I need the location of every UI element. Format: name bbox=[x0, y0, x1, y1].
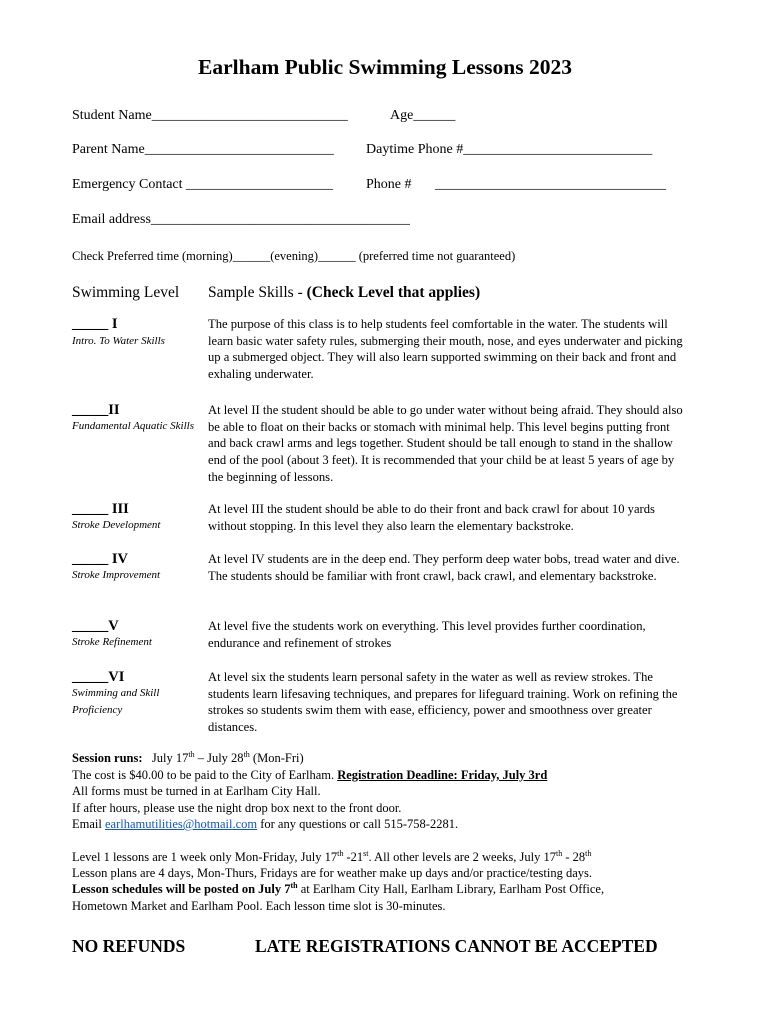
email-line bbox=[72, 816, 458, 832]
schedules-line bbox=[72, 881, 604, 897]
sample-skills-note: (Check Level that applies) bbox=[306, 284, 481, 301]
level-4-checkbox[interactable]: _____ IV bbox=[72, 551, 128, 567]
level-6-name-cont: Proficiency bbox=[72, 704, 123, 716]
level-3-description: At level III the student should be able to do their front and back crawl for about 10 yards without stopping. In this level they also learn the elementary backstroke. bbox=[208, 502, 655, 533]
session-end: – July 28 bbox=[194, 751, 244, 765]
sample-skills-prefix: Sample Skills - bbox=[208, 284, 307, 301]
registration-deadline: Registration Deadline: Friday, July 3rd bbox=[337, 768, 548, 782]
session-runs bbox=[72, 750, 304, 766]
cost-line bbox=[72, 767, 547, 783]
info-text: - 28 bbox=[562, 850, 586, 864]
ordinal: th bbox=[290, 881, 298, 890]
ordinal: th bbox=[555, 849, 563, 858]
session-label: Session runs: bbox=[72, 751, 143, 765]
email-field[interactable]: Email address_____________________________________ bbox=[72, 212, 410, 227]
preferred-time-field[interactable]: Check Preferred time (morning)______(evening)______ (preferred time not guaranteed) bbox=[72, 249, 516, 263]
info-text: -21 bbox=[343, 850, 364, 864]
page-title: Earlham Public Swimming Lessons 2023 bbox=[198, 55, 572, 79]
ordinal: th bbox=[585, 849, 592, 858]
parent-name-field[interactable]: Parent Name___________________________ bbox=[72, 142, 334, 157]
locations-line: Hometown Market and Earlham Pool. Each lesson time slot is 30-minutes. bbox=[72, 899, 446, 913]
session-start: July 17 bbox=[151, 751, 189, 765]
ordinal: th bbox=[243, 750, 250, 759]
level-4-name: Stroke Improvement bbox=[72, 569, 161, 581]
level-1-name: Intro. To Water Skills bbox=[72, 335, 165, 347]
level-2-name: Fundamental Aquatic Skills bbox=[72, 420, 195, 432]
level-2-checkbox[interactable]: _____II bbox=[72, 402, 120, 418]
level-6-name: Swimming and Skill bbox=[72, 687, 160, 699]
after-hours-line: If after hours, please use the night drop box next to the front door. bbox=[72, 801, 402, 815]
level1-info-line bbox=[72, 849, 591, 865]
ordinal: th bbox=[188, 750, 195, 759]
email-prefix: Email bbox=[72, 817, 105, 831]
level-3-checkbox[interactable]: _____ III bbox=[72, 501, 129, 517]
ordinal: th bbox=[337, 849, 344, 858]
email-link[interactable]: earlhamutilities@hotmail.com bbox=[104, 817, 258, 831]
info-text: Level 1 lessons are 1 week only Mon-Friday, July 17 bbox=[72, 850, 338, 864]
level-2-description: At level II the student should be able to go under water without being afraid. They should also be able to float on their backs or stomach with minimal help. This level begins putting front and back crawl arms and legs together. Student should be tall enough to stand in the shallow end of the pool (about 3 feet). It is recommended that your child be at least 5 years of age by the beginning of lessons. bbox=[208, 403, 683, 484]
cost-text: The cost is $40.00 to be paid to the City of Earlham. bbox=[72, 768, 338, 782]
info-text: . All other levels are 2 weeks, July 17 bbox=[368, 850, 556, 864]
level-3-name: Stroke Development bbox=[72, 519, 161, 531]
swimming-level-header: Swimming Level bbox=[72, 284, 180, 301]
late-registration-notice: LATE REGISTRATIONS CANNOT BE ACCEPTED bbox=[255, 936, 658, 956]
emergency-contact-field[interactable]: Emergency Contact _____________________ bbox=[72, 177, 334, 192]
level-1-checkbox[interactable]: _____ I bbox=[72, 316, 118, 332]
level-5-checkbox[interactable]: _____V bbox=[72, 618, 119, 634]
schedules-bold: Lesson schedules will be posted on July 7 bbox=[72, 882, 291, 896]
phone-field[interactable]: _________________________________ bbox=[435, 177, 666, 192]
level-6-description: At level six the students learn personal safety in the water as well as review strokes. The students learn lifesaving techniques, and prepares for lifeguard training. Work on refining the strokes so students swim them with ease, efficiency, power and smoothness over greater distances. bbox=[208, 670, 678, 735]
daytime-phone-field[interactable]: Daytime Phone #___________________________ bbox=[366, 142, 653, 157]
student-name-field[interactable]: Student Name____________________________ bbox=[72, 108, 348, 123]
schedules-rest: at Earlham City Hall, Earlham Library, Earlham Post Office, bbox=[297, 882, 605, 896]
lesson-plans-line: Lesson plans are 4 days, Mon-Thurs, Fridays are for weather make up days and/or practice/testing days. bbox=[72, 866, 592, 880]
level-4-description: At level IV students are in the deep end. They perform deep water bobs, tread water and dive. The students should be familiar with front crawl, back crawl, and elementary backstroke. bbox=[208, 552, 680, 583]
sample-skills-header bbox=[208, 284, 480, 302]
level-1-description: The purpose of this class is to help students feel comfortable in the water. The students will learn basic water safety rules, submerging their mouth, nose, and eyes underwater and picking up a submerged object. They will also learn supported swimming on their back and front and exhaling underwater. bbox=[208, 317, 683, 382]
email-suffix: for any questions or call 515-758-2281. bbox=[257, 817, 459, 831]
age-field[interactable]: Age______ bbox=[390, 108, 456, 123]
session-days: (Mon-Fri) bbox=[249, 751, 304, 765]
level-6-checkbox[interactable]: _____VI bbox=[72, 669, 125, 685]
forms-line: All forms must be turned in at Earlham City Hall. bbox=[72, 784, 321, 798]
no-refunds-notice: NO REFUNDS bbox=[72, 936, 186, 956]
ordinal: st bbox=[363, 849, 369, 858]
level-5-name: Stroke Refinement bbox=[72, 636, 152, 648]
phone-label: Phone # bbox=[366, 177, 412, 192]
level-5-description: At level five the students work on everything. This level provides further coordination, endurance and refinement of strokes bbox=[208, 619, 646, 650]
